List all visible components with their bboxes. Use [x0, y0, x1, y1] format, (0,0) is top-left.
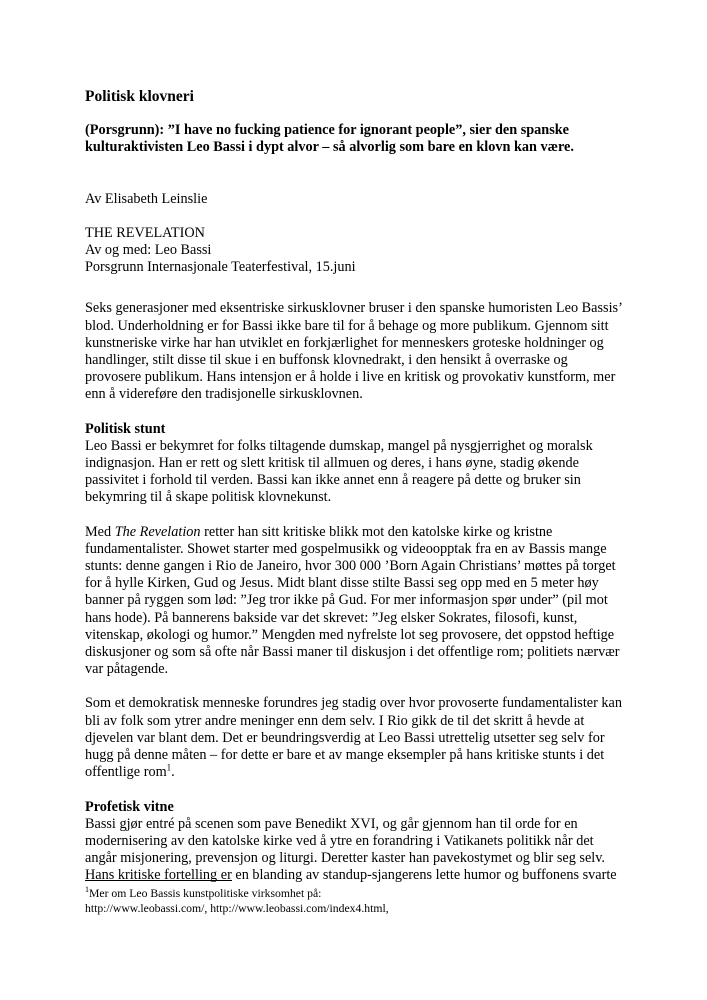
section-heading-profetisk-vitne: Profetisk vitne — [85, 798, 174, 815]
section-heading-politisk-stunt: Politisk stunt — [85, 420, 166, 437]
footnote-reference-1: 1 — [166, 762, 172, 773]
article-content — [85, 88, 625, 885]
paragraph-intro: Seks generasjoner med eksentriske sirkusklovner bruser i den spanske humoristen Leo Bassis’ blod. Underholdning er for Bassi ikke bare til for å behage og more publikum. Gjennom sitt kunstneriske virke har han utviklet en forkjærlighet for menneskers groteske holdninger og handlinger, stilt disse til skue i en buffonsk klovnedrakt, i den hensikt å overraske og provosere publikum. Hans intensjon er å holde i live en kritisk og provokativ kunstform, mer enn å videreføre den tradisjonelle sirkusklovnen. — [85, 300, 622, 403]
footnote-urls: http://www.leobassi.com/, http://www.leobassi.com/index4.html, — [85, 902, 389, 915]
paragraph-politisk-stunt-3-body: Som et demokratisk menneske forundres jeg stadig over hvor provoserte fundamentalister kan bli av folk som ytrer andre meninger enn dem selv. I Rio gikk de til det skritt å hevde at djevelen var blant dem. Det er beundringsverdig at Leo Bassi utrettelig utsetter seg selv for hugg på denne måten – for dette er bare et av mange eksempler på hans kritiske stunts i det offentlige rom — [85, 695, 622, 781]
paragraph-politisk-stunt-3-tail: . — [171, 764, 175, 781]
paragraph-politisk-stunt-3 — [85, 695, 625, 781]
paragraph-politisk-stunt-2 — [85, 524, 625, 679]
festival-line: Porsgrunn Internasjonale Teaterfestival, 15.juni — [85, 259, 356, 276]
footnote-line-1 — [85, 886, 625, 901]
paragraph-politisk-stunt-2-pre: Med — [85, 523, 115, 540]
production-info — [85, 225, 625, 277]
show-title: THE REVELATION — [85, 224, 205, 241]
paragraph-profetisk-vitne-1: Bassi gjør entré på scenen som pave Benedikt XVI, og går gjennom han til orde for en modernisering av den katolske kirke ved å ytre en forandring i Vatikanets politikk når det angår misjonering, prevensjon og liturgi. Deretter kaster han pavekostymet og blir seg selv. Hans kritiske fortelling er en blanding av standup-sjangerens lette humor og buffonens svarte — [85, 815, 617, 884]
paragraph-politisk-stunt-2-post: retter han sitt kritiske blikk mot den katolske kirke og kristne fundamentalister. Showet starter med gospelmusikk og videoopptak fra en av Bassis mange stunts: denne gangen i Rio de Janeiro, hvor 300 000 ’Born Again Christians’ møttes på torget for å hylle Kirken, Gud og Jesus. Midt blant disse stilte Bassi seg opp med en 5 meter høy banner på ryggen som lød: ”Jeg tror ikke på Gud. For mer informasjon spør under” (pil mot hans hode). På bannerens bakside var det skrevet: ”Jeg elsker Sokrates, filosofi, kunst, vitenskap, økologi og humor.” Mengden med nyfrelste lot seg provosere, det oppstod heftige diskusjoner og som så ofte når Bassi maner til diskusjon i det offentlige rom; politiets nærvær var påtagende. — [85, 523, 620, 678]
article-title: Politisk klovneri — [85, 88, 194, 105]
footnote — [85, 886, 625, 916]
article-lead: (Porsgrunn): ”I have no fucking patience for ignorant people”, sier den spanske kulturaktivisten Leo Bassi i dypt alvor – så alvorlig som bare en klovn kan være. — [85, 122, 574, 156]
footnote-marker: 1 — [85, 885, 89, 895]
show-name-italic: The Revelation — [114, 523, 201, 540]
show-credits: Av og med: Leo Bassi — [85, 242, 212, 259]
paragraph-politisk-stunt-1: Leo Bassi er bekymret for folks tiltagende dumskap, mangel på nysgjerrighet og moralsk indignasjon. Han er rett og slett kritisk til allmuen og deres, i hans øyne, stadig økende passivitet i forhold til verden. Bassi kan ikke annet enn å reagere på dette og bruker sin bekymring til å skape politisk klovnekunst. — [85, 437, 593, 506]
footnote-separator — [85, 880, 232, 881]
footnote-text: Mer om Leo Bassis kunstpolitiske virksomhet på: — [89, 887, 322, 900]
byline: Av Elisabeth Leinslie — [85, 190, 208, 207]
footnote-block — [85, 880, 625, 916]
